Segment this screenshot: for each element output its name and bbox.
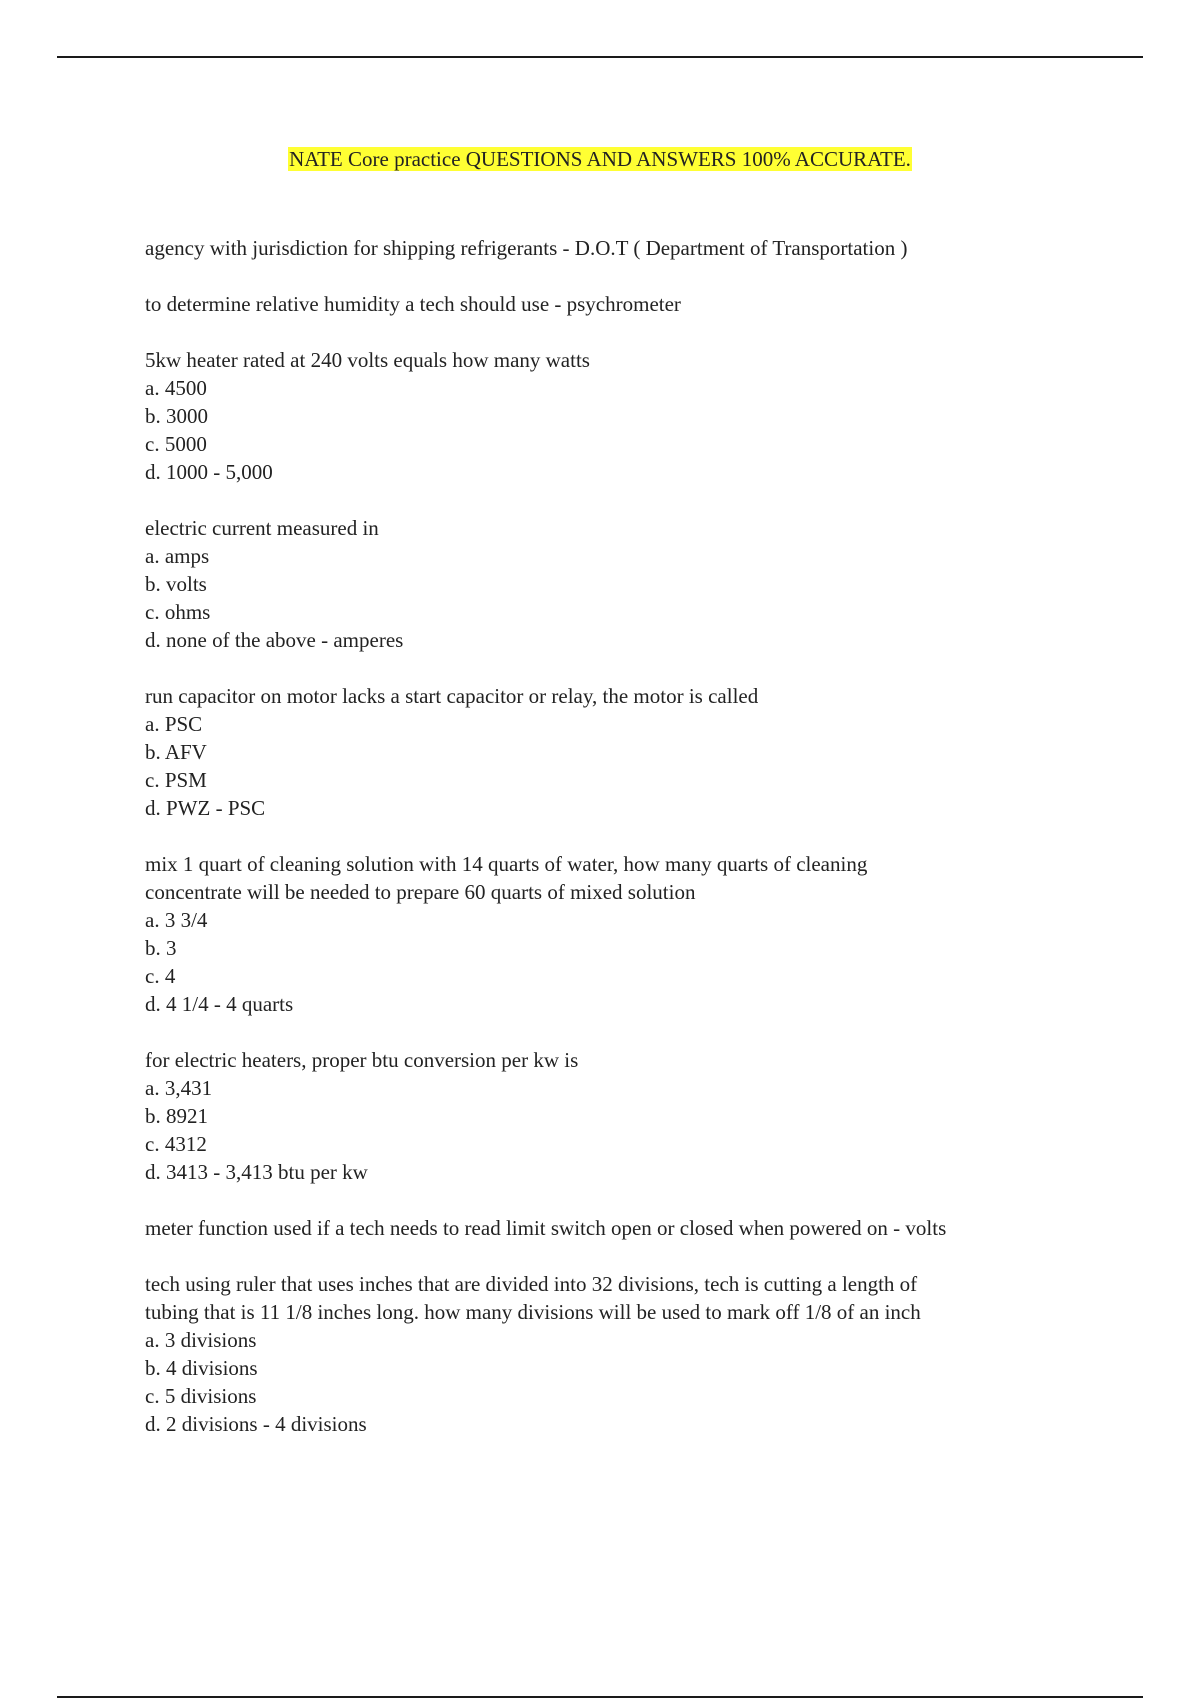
answer-option: a. 3,431 <box>145 1076 213 1100</box>
question-text: concentrate will be needed to prepare 60 quarts of mixed solution <box>145 880 696 904</box>
answer-option: c. 5000 <box>145 432 207 456</box>
top-rule <box>57 56 1143 58</box>
answer-option: d. 3413 - 3,413 btu per kw <box>145 1160 368 1184</box>
answer-option: c. ohms <box>145 600 211 624</box>
qa-item <box>145 290 1105 318</box>
question-text: for electric heaters, proper btu conversion per kw is <box>145 1048 579 1072</box>
question-text: tubing that is 11 1/8 inches long. how many divisions will be used to mark off 1/8 of an inch <box>145 1300 921 1324</box>
answer-option: b. 3000 <box>145 404 208 428</box>
answer-option: a. PSC <box>145 712 203 736</box>
page-title <box>0 146 1200 172</box>
question-text: mix 1 quart of cleaning solution with 14 quarts of water, how many quarts of cleaning <box>145 852 868 876</box>
answer-option: a. 3 3/4 <box>145 908 208 932</box>
answer-option: c. 4312 <box>145 1132 207 1156</box>
answer-option: c. PSM <box>145 768 207 792</box>
page-title-highlight: NATE Core practice QUESTIONS AND ANSWERS 100% ACCURATE. <box>289 147 911 171</box>
qa-item <box>145 850 1105 1018</box>
qa-item <box>145 234 1105 262</box>
answer-option: b. 8921 <box>145 1104 208 1128</box>
qa-item <box>145 1214 1105 1242</box>
answer-option: d. 1000 - 5,000 <box>145 460 273 484</box>
question-text: 5kw heater rated at 240 volts equals how many watts <box>145 348 590 372</box>
qa-content <box>145 234 1105 1466</box>
question-text: run capacitor on motor lacks a start capacitor or relay, the motor is called <box>145 684 759 708</box>
answer-option: d. 4 1/4 - 4 quarts <box>145 992 294 1016</box>
qa-item <box>145 1270 1105 1438</box>
bottom-rule <box>57 1696 1143 1698</box>
qa-item <box>145 514 1105 654</box>
question-text: electric current measured in <box>145 516 379 540</box>
answer-option: d. PWZ - PSC <box>145 796 266 820</box>
question-text: meter function used if a tech needs to read limit switch open or closed when powered on - volts <box>145 1216 947 1240</box>
answer-option: b. volts <box>145 572 207 596</box>
answer-option: b. 3 <box>145 936 177 960</box>
qa-item <box>145 346 1105 486</box>
answer-option: d. none of the above - amperes <box>145 628 404 652</box>
answer-option: b. AFV <box>145 740 207 764</box>
question-text: to determine relative humidity a tech should use - psychrometer <box>145 292 681 316</box>
answer-option: b. 4 divisions <box>145 1356 258 1380</box>
qa-item <box>145 682 1105 822</box>
qa-item <box>145 1046 1105 1186</box>
answer-option: c. 5 divisions <box>145 1384 257 1408</box>
question-text: tech using ruler that uses inches that are divided into 32 divisions, tech is cutting a length of <box>145 1272 918 1296</box>
question-text: agency with jurisdiction for shipping refrigerants - D.O.T ( Department of Transportation ) <box>145 236 908 260</box>
answer-option: a. amps <box>145 544 210 568</box>
answer-option: c. 4 <box>145 964 176 988</box>
answer-option: a. 4500 <box>145 376 207 400</box>
answer-option: d. 2 divisions - 4 divisions <box>145 1412 367 1436</box>
answer-option: a. 3 divisions <box>145 1328 257 1352</box>
